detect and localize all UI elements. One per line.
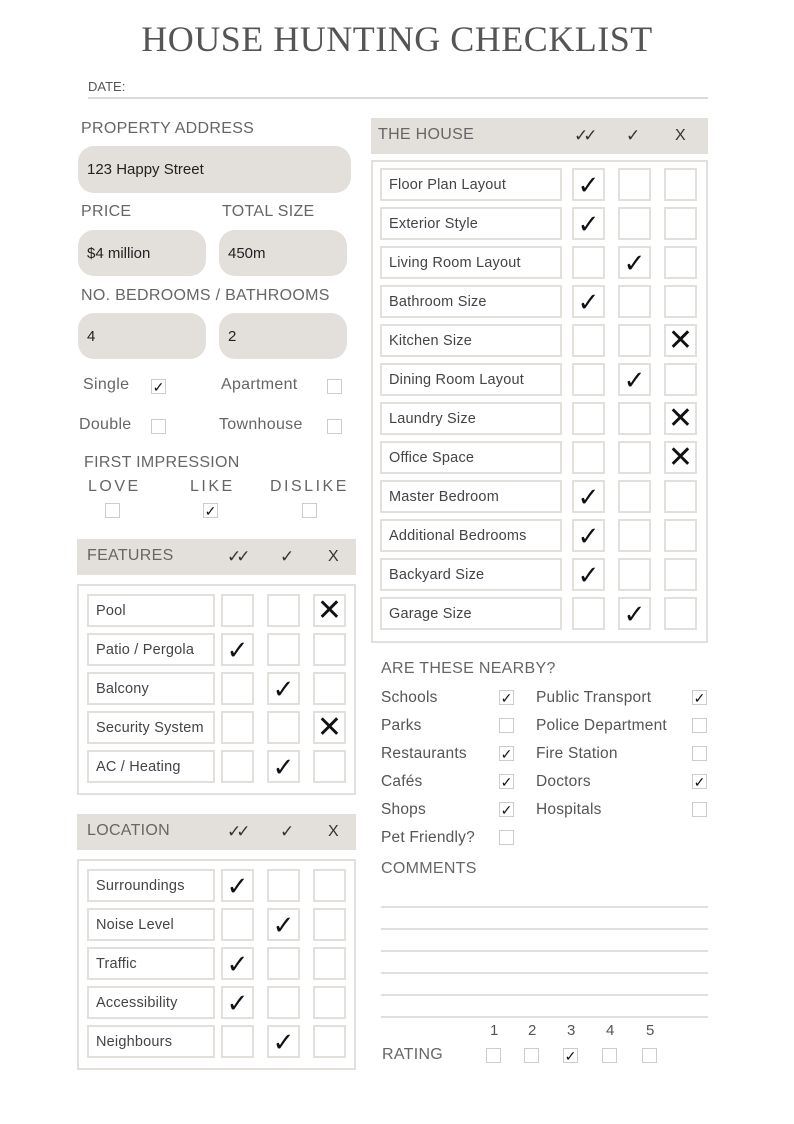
nearby-item-label: Police Department xyxy=(536,717,667,734)
house-rating-box[interactable] xyxy=(618,480,651,513)
house-rating-box[interactable] xyxy=(664,519,697,552)
nearby-checkbox[interactable] xyxy=(692,718,707,733)
features-row-label: Security System xyxy=(87,711,215,744)
nearby-checkbox[interactable] xyxy=(692,802,707,817)
rating-label: RATING xyxy=(382,1046,444,1063)
house-rating-box[interactable]: ✕ xyxy=(664,441,697,474)
nearby-item-label: Hospitals xyxy=(536,801,602,818)
house-rating-box[interactable] xyxy=(618,558,651,591)
house-rating-box[interactable] xyxy=(664,246,697,279)
house-rating-box[interactable] xyxy=(664,285,697,318)
property-address-field[interactable]: 123 Happy Street xyxy=(78,146,351,193)
house-row-label: Kitchen Size xyxy=(380,324,562,357)
rating-checkbox[interactable] xyxy=(486,1048,501,1063)
comment-line[interactable] xyxy=(381,994,708,996)
double-check-icon: ✓✓ xyxy=(574,126,593,145)
x-icon: X xyxy=(675,127,686,144)
comment-line[interactable] xyxy=(381,906,708,908)
home-type-label: Double xyxy=(79,416,132,433)
house-rating-box[interactable]: ✓ xyxy=(618,597,651,630)
impression-option-label: LOVE xyxy=(88,478,141,495)
house-row-label: Dining Room Layout xyxy=(380,363,562,396)
date-label: DATE: xyxy=(88,79,126,94)
house-rating-box[interactable] xyxy=(664,168,697,201)
house-row-label: Office Space xyxy=(380,441,562,474)
house-rating-box[interactable] xyxy=(664,207,697,240)
rating-number: 2 xyxy=(528,1022,537,1039)
check-icon: ✓ xyxy=(280,547,295,566)
location-row-label: Surroundings xyxy=(87,869,215,902)
house-rating-box[interactable] xyxy=(618,519,651,552)
features-title: FEATURES xyxy=(87,547,174,564)
house-rating-box[interactable]: ✓ xyxy=(572,519,605,552)
impression-checkbox[interactable]: ✓ xyxy=(204,502,217,519)
nearby-checkbox[interactable] xyxy=(499,830,514,845)
rating-checkbox[interactable] xyxy=(524,1048,539,1063)
comments-label: COMMENTS xyxy=(381,860,477,877)
house-rating-box[interactable] xyxy=(664,558,697,591)
home-type-label: Townhouse xyxy=(219,416,303,433)
home-type-checkbox[interactable] xyxy=(327,419,342,434)
check-icon: ✓ xyxy=(280,822,295,841)
location-rating-box[interactable] xyxy=(267,947,300,980)
location-rating-box[interactable]: ✓ xyxy=(221,947,254,980)
double-check-icon: ✓✓ xyxy=(227,547,246,566)
bathrooms-field[interactable]: 2 xyxy=(219,313,347,359)
property-address-label: PROPERTY ADDRESS xyxy=(81,120,255,137)
bedrooms-bathrooms-label: NO. BEDROOMS / BATHROOMS xyxy=(81,287,330,304)
date-line[interactable] xyxy=(88,97,708,99)
features-rating-box[interactable]: ✕ xyxy=(313,594,346,627)
nearby-item-label: Restaurants xyxy=(381,745,467,762)
page-title: HOUSE HUNTING CHECKLIST xyxy=(141,19,653,59)
location-rating-box[interactable] xyxy=(221,908,254,941)
house-rating-box[interactable] xyxy=(572,324,605,357)
house-row-label: Backyard Size xyxy=(380,558,562,591)
rating-checkbox[interactable] xyxy=(642,1048,657,1063)
features-rating-box[interactable] xyxy=(221,711,254,744)
location-rating-box[interactable]: ✓ xyxy=(267,1025,300,1058)
house-row-label: Laundry Size xyxy=(380,402,562,435)
features-rating-box[interactable] xyxy=(221,750,254,783)
impression-checkbox[interactable] xyxy=(105,503,120,518)
location-rating-box[interactable] xyxy=(313,947,346,980)
nearby-item-label: Public Transport xyxy=(536,689,652,706)
house-header xyxy=(371,118,708,154)
house-row-label: Living Room Layout xyxy=(380,246,562,279)
x-icon: X xyxy=(328,823,339,840)
house-rating-box[interactable] xyxy=(618,285,651,318)
check-icon: ✓ xyxy=(626,126,641,145)
house-rating-box[interactable] xyxy=(572,402,605,435)
house-rating-box[interactable] xyxy=(618,441,651,474)
nearby-item-label: Shops xyxy=(381,801,426,818)
nearby-checkbox[interactable]: ✓ xyxy=(500,745,513,762)
house-rating-box[interactable] xyxy=(572,441,605,474)
nearby-checkbox[interactable]: ✓ xyxy=(500,773,513,790)
features-rating-box[interactable] xyxy=(313,750,346,783)
house-rating-box[interactable] xyxy=(664,597,697,630)
features-row-label: Balcony xyxy=(87,672,215,705)
features-rating-box[interactable] xyxy=(221,594,254,627)
features-row-label: Pool xyxy=(87,594,215,627)
nearby-item-label: Parks xyxy=(381,717,422,734)
nearby-item-label: Doctors xyxy=(536,773,591,790)
home-type-checkbox[interactable]: ✓ xyxy=(152,378,165,395)
home-type-checkbox[interactable] xyxy=(151,419,166,434)
location-title: LOCATION xyxy=(87,822,171,839)
impression-option-label: DISLIKE xyxy=(270,478,349,495)
nearby-item-label: Pet Friendly? xyxy=(381,829,475,846)
house-rating-box[interactable]: ✓ xyxy=(572,207,605,240)
house-rating-box[interactable]: ✓ xyxy=(572,558,605,591)
house-row-label: Bathroom Size xyxy=(380,285,562,318)
house-rating-box[interactable] xyxy=(618,207,651,240)
nearby-checkbox[interactable]: ✓ xyxy=(693,689,706,706)
rating-number: 1 xyxy=(490,1022,499,1039)
house-rating-box[interactable]: ✕ xyxy=(664,402,697,435)
impression-checkbox[interactable] xyxy=(302,503,317,518)
house-rating-box[interactable] xyxy=(618,168,651,201)
house-row-label: Exterior Style xyxy=(380,207,562,240)
house-rating-box[interactable]: ✓ xyxy=(618,246,651,279)
x-icon: X xyxy=(328,548,339,565)
impression-option-label: LIKE xyxy=(190,478,235,495)
location-rating-box[interactable] xyxy=(313,869,346,902)
features-rating-box[interactable] xyxy=(313,672,346,705)
total-size-label: TOTAL SIZE xyxy=(222,203,315,220)
location-rating-box[interactable]: ✓ xyxy=(221,869,254,902)
house-row-label: Garage Size xyxy=(380,597,562,630)
house-row-label: Additional Bedrooms xyxy=(380,519,562,552)
house-rating-box[interactable]: ✓ xyxy=(572,168,605,201)
nearby-checkbox[interactable]: ✓ xyxy=(693,773,706,790)
location-header xyxy=(77,814,356,850)
house-rating-box[interactable] xyxy=(572,363,605,396)
nearby-item-label: Cafés xyxy=(381,773,423,790)
location-row-label: Accessibility xyxy=(87,986,215,1019)
location-row-label: Traffic xyxy=(87,947,215,980)
comment-line[interactable] xyxy=(381,972,708,974)
location-row-label: Noise Level xyxy=(87,908,215,941)
double-check-icon: ✓✓ xyxy=(227,822,246,841)
features-rating-box[interactable] xyxy=(221,672,254,705)
house-rating-box[interactable]: ✕ xyxy=(664,324,697,357)
house-rating-box[interactable] xyxy=(572,597,605,630)
features-rating-box[interactable] xyxy=(267,594,300,627)
first-impression-label: FIRST IMPRESSION xyxy=(84,454,240,471)
location-rating-box[interactable]: ✓ xyxy=(267,908,300,941)
location-row-label: Neighbours xyxy=(87,1025,215,1058)
bedrooms-field[interactable]: 4 xyxy=(78,313,206,359)
nearby-checkbox[interactable] xyxy=(692,746,707,761)
rating-checkbox[interactable] xyxy=(602,1048,617,1063)
home-type-label: Single xyxy=(83,376,130,393)
features-rating-box[interactable] xyxy=(267,711,300,744)
location-rating-box[interactable] xyxy=(313,986,346,1019)
location-rating-box[interactable] xyxy=(267,986,300,1019)
price-field[interactable]: $4 million xyxy=(78,230,206,276)
house-rating-box[interactable] xyxy=(664,363,697,396)
house-row-label: Master Bedroom xyxy=(380,480,562,513)
comment-line[interactable] xyxy=(381,950,708,952)
nearby-item-label: Schools xyxy=(381,689,438,706)
rating-number: 4 xyxy=(606,1022,615,1039)
nearby-checkbox[interactable]: ✓ xyxy=(500,801,513,818)
comment-line[interactable] xyxy=(381,1016,708,1018)
rating-checkbox[interactable]: ✓ xyxy=(564,1047,577,1064)
location-rating-box[interactable]: ✓ xyxy=(221,986,254,1019)
total-size-field[interactable]: 450m xyxy=(219,230,347,276)
nearby-checkbox[interactable]: ✓ xyxy=(500,689,513,706)
location-rating-box[interactable] xyxy=(313,908,346,941)
nearby-title: ARE THESE NEARBY? xyxy=(381,660,556,677)
features-rating-box[interactable] xyxy=(267,633,300,666)
house-rating-box[interactable] xyxy=(618,324,651,357)
location-rating-box[interactable] xyxy=(221,1025,254,1058)
features-rating-box[interactable]: ✕ xyxy=(313,711,346,744)
features-header xyxy=(77,539,356,575)
features-row-label: AC / Heating xyxy=(87,750,215,783)
house-rating-box[interactable] xyxy=(618,402,651,435)
rating-number: 3 xyxy=(567,1022,576,1039)
home-type-checkbox[interactable] xyxy=(327,379,342,394)
house-title: THE HOUSE xyxy=(378,126,475,143)
location-rating-box[interactable] xyxy=(267,869,300,902)
house-rating-box[interactable]: ✓ xyxy=(572,480,605,513)
features-rating-box[interactable] xyxy=(313,633,346,666)
rating-number: 5 xyxy=(646,1022,655,1039)
features-rating-box[interactable]: ✓ xyxy=(221,633,254,666)
house-rating-box[interactable]: ✓ xyxy=(572,285,605,318)
features-rating-box[interactable]: ✓ xyxy=(267,750,300,783)
house-rating-box[interactable] xyxy=(664,480,697,513)
nearby-item-label: Fire Station xyxy=(536,745,618,762)
comment-line[interactable] xyxy=(381,928,708,930)
location-rating-box[interactable] xyxy=(313,1025,346,1058)
price-label: PRICE xyxy=(81,203,132,220)
nearby-checkbox[interactable] xyxy=(499,718,514,733)
house-row-label: Floor Plan Layout xyxy=(380,168,562,201)
home-type-label: Apartment xyxy=(221,376,298,393)
features-row-label: Patio / Pergola xyxy=(87,633,215,666)
house-rating-box[interactable]: ✓ xyxy=(618,363,651,396)
house-rating-box[interactable] xyxy=(572,246,605,279)
features-rating-box[interactable]: ✓ xyxy=(267,672,300,705)
